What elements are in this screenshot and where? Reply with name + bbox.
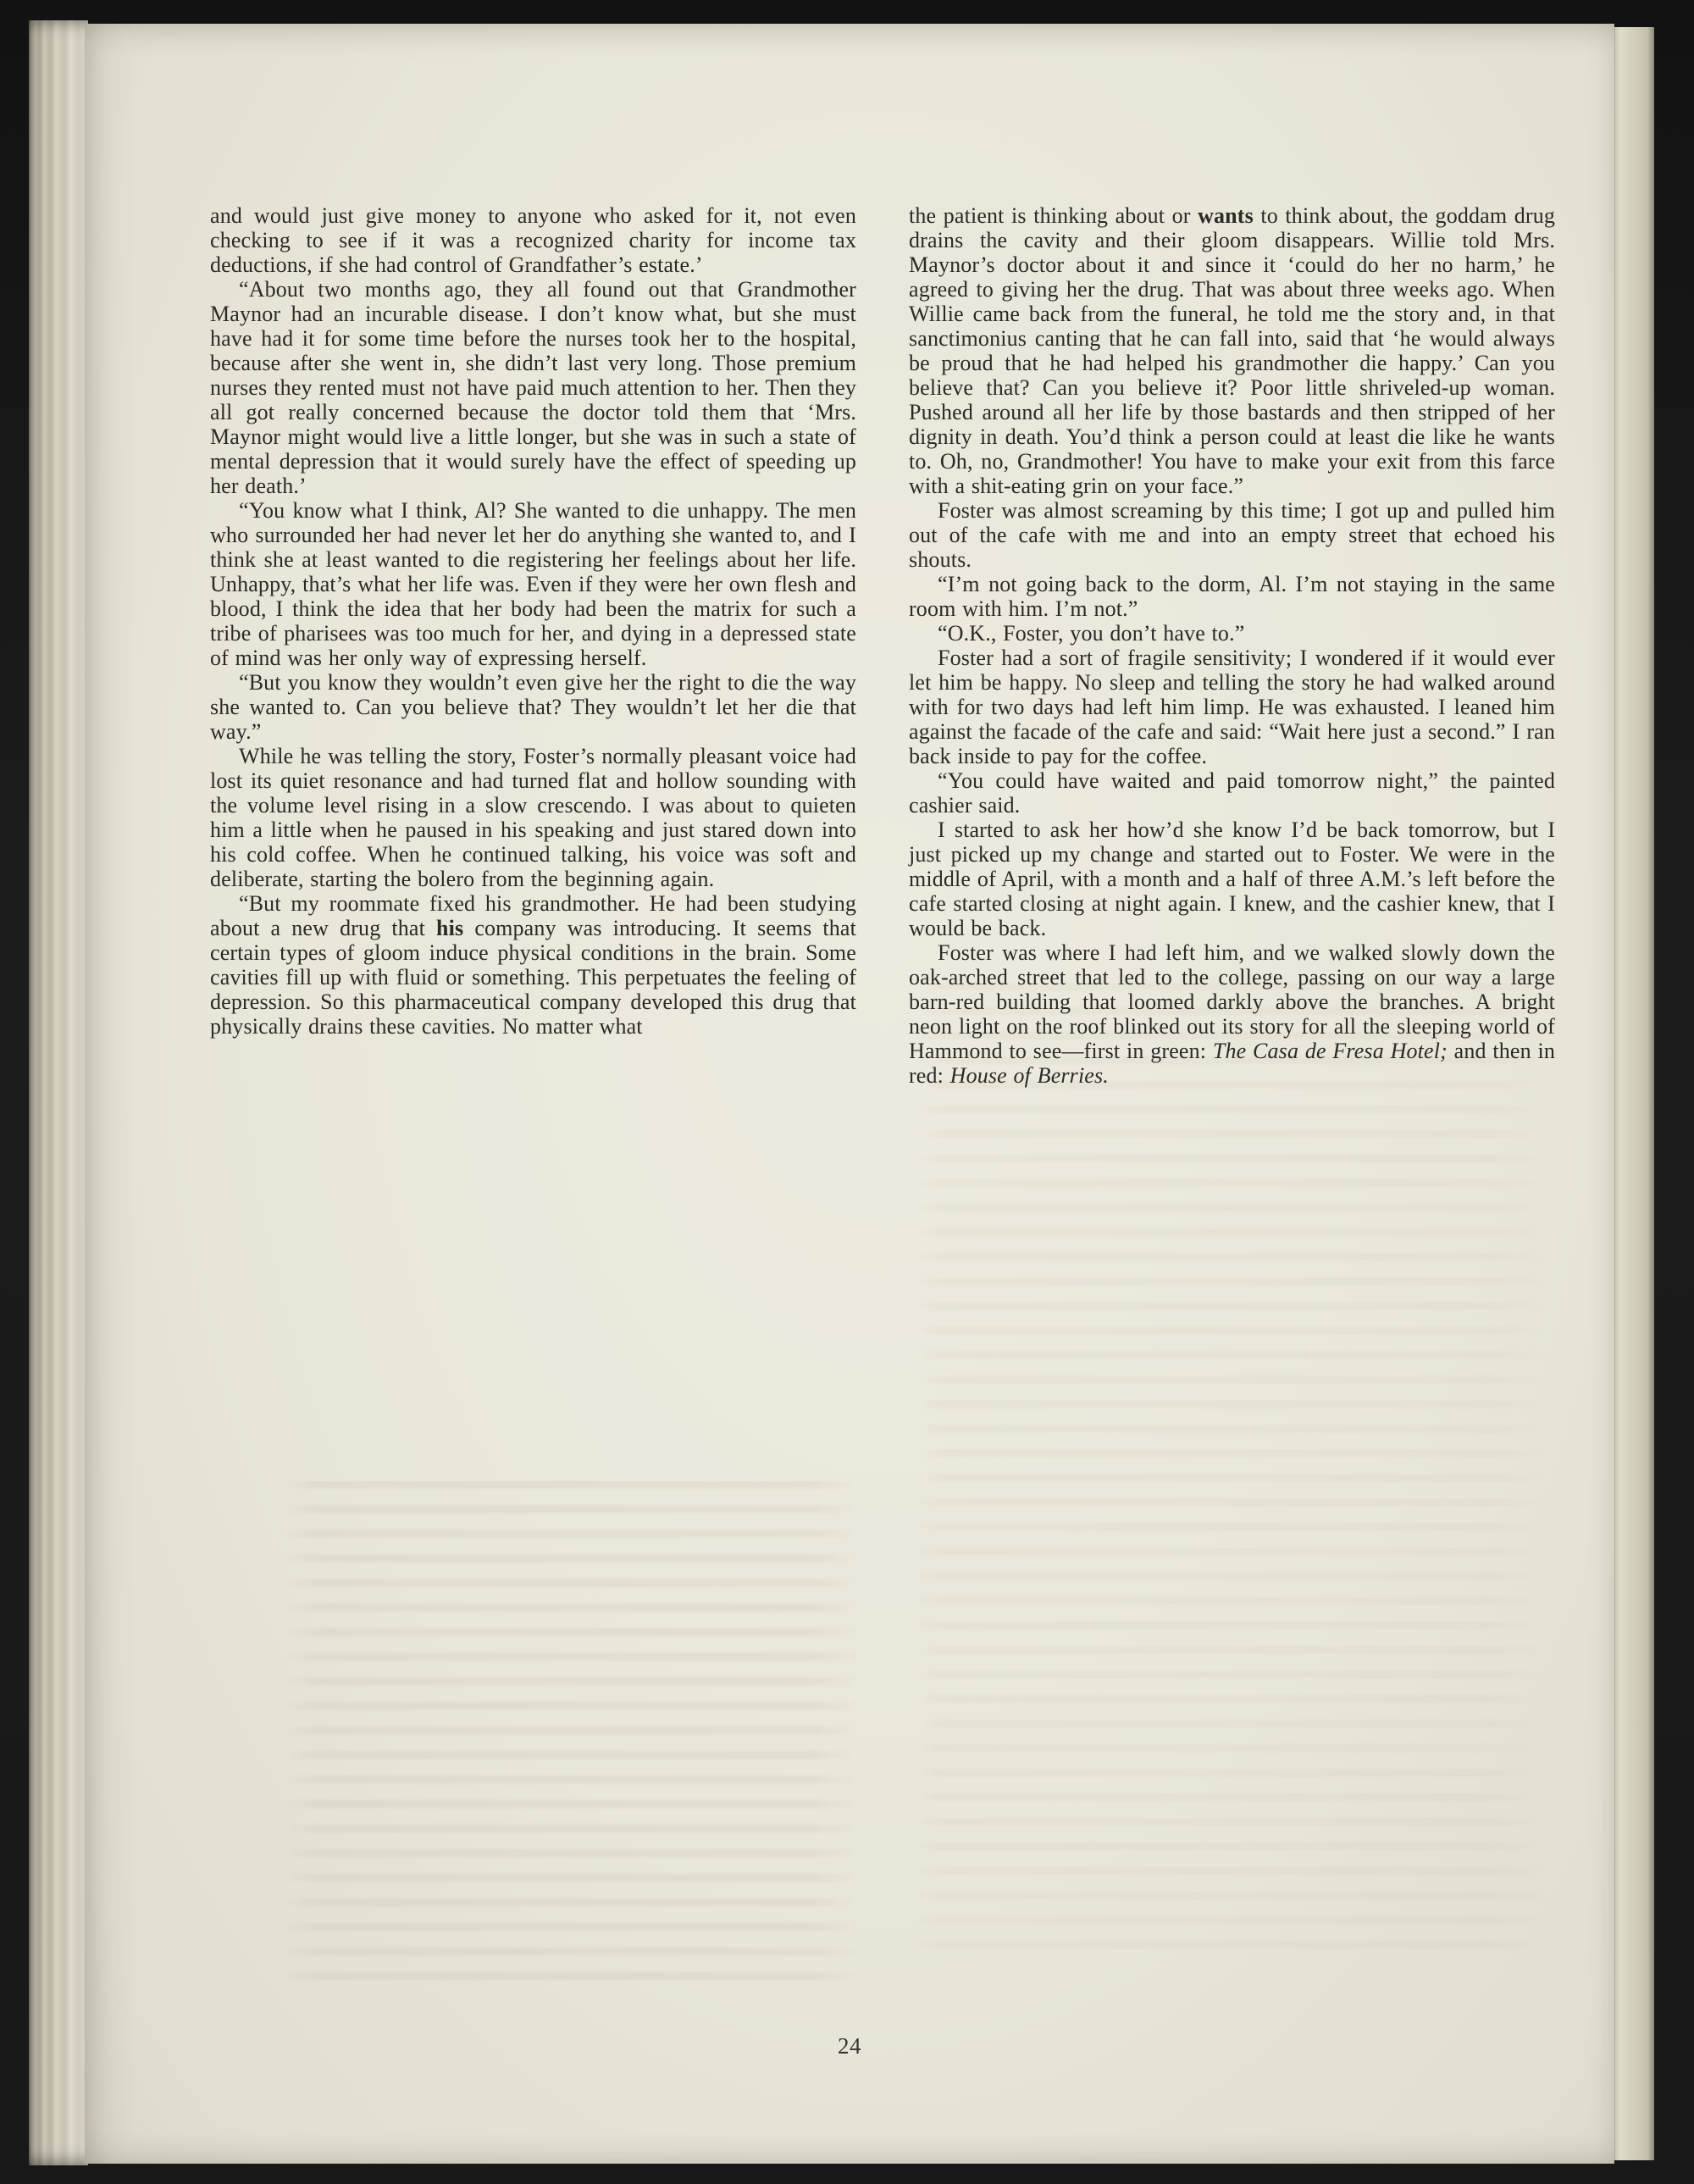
paragraph xyxy=(210,498,856,670)
text-segment: Foster had a sort of fragile sensitivity; I wondered if it would ever let him be happy. No sleep and telling the story he had walked around with for two days had left him limp. He was exhausted. I leaned him against the facade of the cafe and said: “Wait here just a second.” I ran back inside to pay for the coffee. xyxy=(909,646,1555,768)
text-column-left xyxy=(210,203,856,1088)
paragraph xyxy=(210,203,856,277)
paragraph xyxy=(909,203,1555,498)
text-segment: “O.K., Foster, you don’t have to.” xyxy=(938,621,1245,646)
text-segment: “I’m not going back to the dorm, Al. I’m not staying in the same room with him. I’m not.” xyxy=(909,572,1555,621)
text-segment: The Casa de Fresa Hotel; xyxy=(1212,1039,1448,1063)
page-stack-right-edge xyxy=(1614,27,1654,2160)
text-segment: to think about, the goddam drug drains the cavity and their gloom disappears. Willie told Mrs. Maynor’s doctor about it and since it ‘could do her no harm,’ he agreed to giving her the drug. That was about three weeks ago. When Willie came back from the funeral, he told me the story and, in that sanctimonius canting that he can fall into, said that ‘he would always be proud that he had helped his grandmother die happy.’ Can you believe that? Can you believe it? Poor little shriveled-up woman. Pushed around all her life by those bastards and then stripped of her dignity in death. You’d think a person could at least die like he wants to. Oh, no, Grandmother! You have to make your exit from this farce with a shit-eating grin on your face.” xyxy=(909,203,1555,498)
page-stack-left-edge xyxy=(29,20,88,2165)
text-segment: the patient is thinking about or xyxy=(909,203,1199,228)
paragraph xyxy=(909,621,1555,646)
paragraph xyxy=(210,277,856,498)
text-segment: his xyxy=(436,916,464,940)
text-segment: House of Berries. xyxy=(949,1063,1109,1088)
text-segment: “About two months ago, they all found out that Grandmother Maynor had an incurable disease. I don’t know what, but she must have had it for some time before the nurses took her to the hospital, because after she went in, she didn’t last very long. Those premium nurses they rented must not have paid much attention to her. Then they all got really concerned because the doctor told them that ‘Mrs. Maynor might would live a little longer, but she was in such a state of mental depression that it would surely have the effect of speeding up her death.’ xyxy=(210,277,856,498)
paragraph xyxy=(909,572,1555,621)
paragraph xyxy=(210,670,856,744)
text-segment: “You know what I think, Al? She wanted to die unhappy. The men who surrounded her had never let her do anything she wanted to, and I think she at least wanted to die registering her feelings about her life. Unhappy, that’s what her life was. Even if they were her own flesh and blood, I think the idea that her body had been the matrix for such a tribe of pharisees was too much for her, and dying in a depressed state of mind was her only way of expressing herself. xyxy=(210,498,856,670)
text-segment: Foster was where I had left him, and we walked slowly down the oak-arched street that led to the college, passing on our way a large barn-red building that loomed darkly above the branches. A bright neon light on the roof blinked out its story for all the sleeping world of Hammond to see—first in green: xyxy=(909,940,1555,1063)
text-segment: wants xyxy=(1198,203,1254,228)
paragraph xyxy=(909,940,1555,1088)
text-segment: and would just give money to anyone who asked for it, not even checking to see if it was a recognized charity for income tax deductions, if she had control of Grandfather’s estate.’ xyxy=(210,203,856,277)
text-segment: Foster was almost screaming by this time; I got up and pulled him out of the cafe with me and into an empty street that echoed his shouts. xyxy=(909,498,1555,572)
text-segment: I started to ask her how’d she know I’d be back tomorrow, but I just picked up my change and started out to Foster. We were in the middle of April, with a month and a half of three A.M.’s left before the cafe started closing at night again. I knew, and the cashier knew, that I would be back. xyxy=(909,818,1555,940)
paragraph xyxy=(909,498,1555,572)
text-column-right xyxy=(909,203,1555,1088)
text-segment: “But my roommate fixed his grandmother. He had been studying about a new drug that xyxy=(210,891,856,940)
text-segment: company was introducing. It seems that certain types of gloom induce physical conditions in the brain. Some cavities fill up with fluid or something. This perpetuates the feeling of depression. So this pharmaceutical company developed this drug that physically drains these cavities. No matter what xyxy=(210,916,856,1039)
page-number: 24 xyxy=(838,2033,861,2059)
text-segment: “You could have waited and paid tomorrow night,” the painted cashier said. xyxy=(909,768,1555,818)
paragraph xyxy=(909,768,1555,818)
text-segment: and then in red: xyxy=(909,1039,1556,1088)
text-area xyxy=(210,203,1555,1088)
text-segment: While he was telling the story, Foster’s normally pleasant voice had lost its quiet resonance and had turned flat and hollow sounding with the volume level rising in a slow crescendo. I was about to quieten him a little when he paused in his speaking and just stared down into his cold coffee. When he continued talking, his voice was soft and deliberate, starting the bolero from the beginning again. xyxy=(210,744,856,891)
paragraph xyxy=(210,891,856,1039)
paragraph xyxy=(210,744,856,891)
text-segment: “But you know they wouldn’t even give her the right to die the way she wanted to. Can you believe that? They wouldn’t let her die that way.” xyxy=(210,670,856,744)
paragraph xyxy=(909,646,1555,768)
paragraph xyxy=(909,818,1555,940)
